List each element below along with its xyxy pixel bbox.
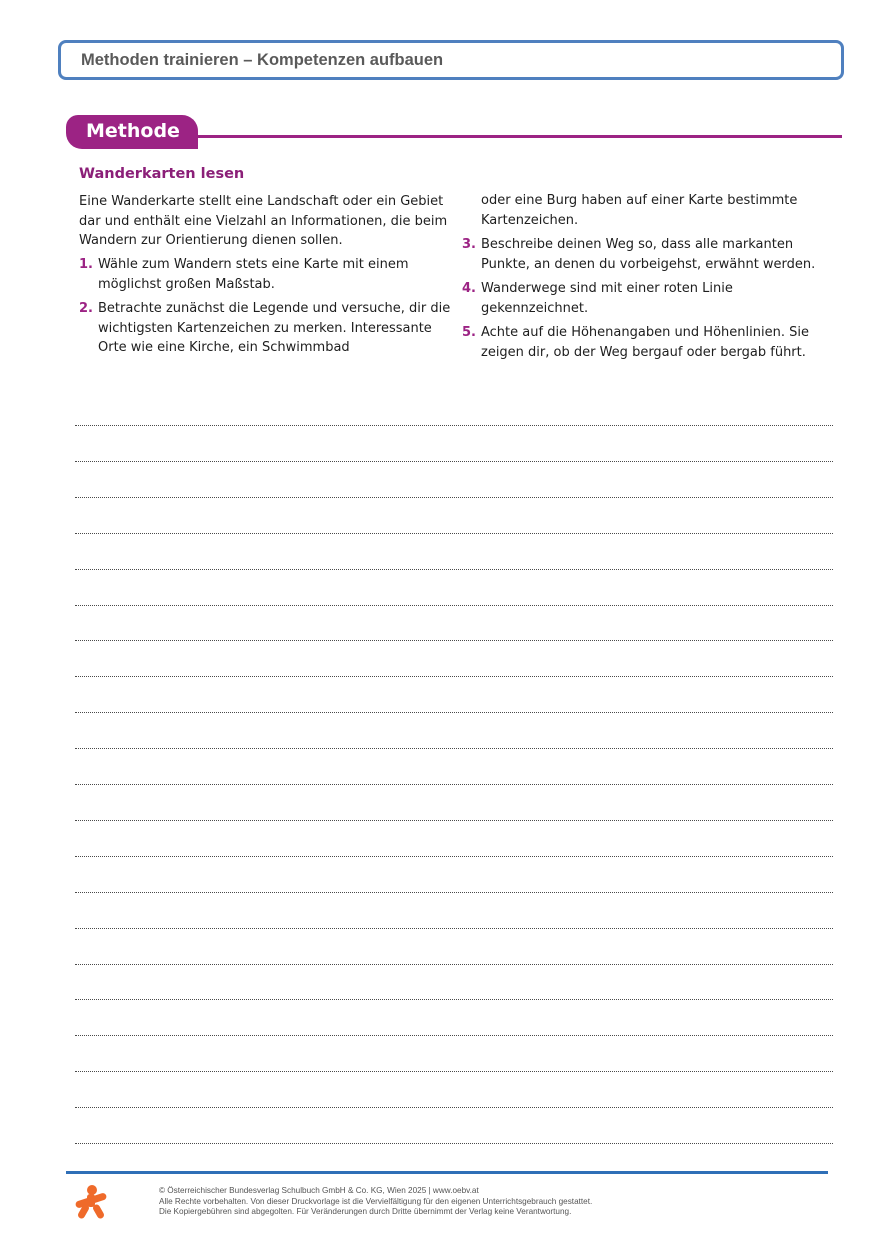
footer-line: Alle Rechte vorbehalten. Von dieser Druckvorlage ist die Vervielfältigung für den eigenen Unterrichtsgebrauch gestattet.: [159, 1196, 593, 1206]
list-item-number: 2.: [79, 301, 93, 316]
writing-line: [75, 676, 833, 677]
writing-line: [75, 425, 833, 426]
list-item-text: Betrachte zunächst die Legende und versuche, dir die wichtigsten Kartenzeichen zu merken. Interessante Orte wie eine Kirche, ein Schwimmbad: [98, 301, 451, 355]
header-box: [58, 40, 844, 80]
publisher-logo-icon: [72, 1183, 110, 1221]
writing-line: [75, 461, 833, 462]
writing-line: [75, 1107, 833, 1108]
writing-line: [75, 964, 833, 965]
list-item-continuation: oder eine Burg haben auf einer Karte bestimmte Kartenzeichen.: [481, 193, 798, 228]
list-item-number: 4.: [462, 281, 476, 296]
writing-line: [75, 928, 833, 929]
list-item: [79, 299, 459, 358]
list-item: [462, 279, 842, 318]
writing-line: [75, 533, 833, 534]
list-item-text: Wanderwege sind mit einer roten Linie gekennzeichnet.: [481, 281, 733, 316]
list-item-text: Achte auf die Höhenangaben und Höhenlinien. Sie zeigen dir, ob der Weg bergauf oder bergab führt.: [481, 325, 809, 360]
writing-line: [75, 1143, 833, 1144]
writing-line: [75, 1035, 833, 1036]
writing-line: [75, 784, 833, 785]
writing-line: [75, 1071, 833, 1072]
method-divider: [198, 135, 842, 138]
page-header-title: Methoden trainieren – Kompetenzen aufbauen: [81, 51, 444, 69]
footer-divider: [66, 1171, 828, 1174]
instructions-right-column: [462, 191, 842, 367]
list-item-number: 3.: [462, 237, 476, 252]
footer-line: © Österreichischer Bundesverlag Schulbuch GmbH & Co. KG, Wien 2025 | www.oebv.at: [159, 1186, 479, 1195]
list-item-text: Beschreibe deinen Weg so, dass alle markanten Punkte, an denen du vorbeigehst, erwähnt werden.: [481, 237, 816, 272]
method-label: Methode: [86, 120, 180, 142]
footer-copyright: [159, 1186, 592, 1218]
intro-text: Eine Wanderkarte stellt eine Landschaft oder ein Gebiet dar und enthält eine Vielzahl an Informationen, die beim Wandern zur Orientierung dienen sollen.: [79, 194, 448, 248]
writing-line: [75, 999, 833, 1000]
method-tab: [66, 115, 198, 149]
list-item-text: Wähle zum Wandern stets eine Karte mit einem möglichst großen Maßstab.: [98, 257, 409, 292]
list-item: [79, 255, 459, 294]
writing-line: [75, 892, 833, 893]
writing-line: [75, 748, 833, 749]
footer-line: Die Kopiergebühren sind abgegolten. Für Veränderungen durch Dritte übernimmt der Verlag keine Verantwortung.: [159, 1207, 572, 1216]
list-item-number: 5.: [462, 325, 476, 340]
section-title: Wanderkarten lesen: [79, 166, 245, 182]
writing-line: [75, 856, 833, 857]
list-item: [462, 323, 842, 362]
writing-line: [75, 820, 833, 821]
list-item-number: 1.: [79, 257, 93, 272]
writing-line: [75, 640, 833, 641]
writing-line: [75, 605, 833, 606]
writing-line: [75, 569, 833, 570]
writing-line: [75, 712, 833, 713]
list-item: [462, 235, 842, 274]
writing-line: [75, 497, 833, 498]
instructions-left-column: [79, 255, 459, 363]
